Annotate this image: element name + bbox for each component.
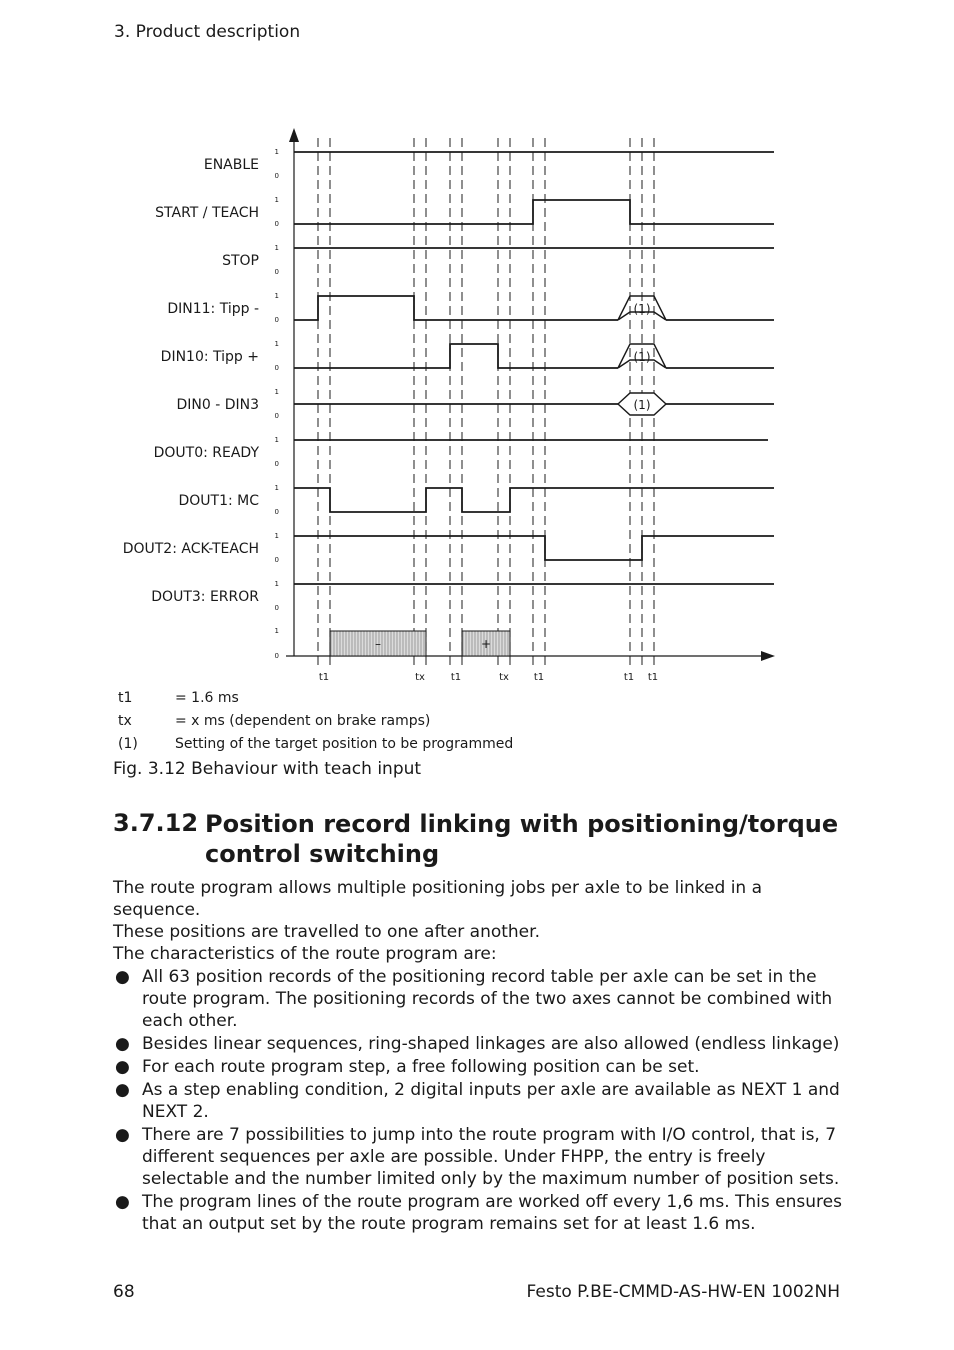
level-high: 1	[274, 580, 279, 588]
level-low: 0	[274, 412, 279, 420]
level-low: 0	[274, 220, 279, 228]
bullet-icon: ●	[115, 1034, 130, 1054]
figure-caption: Fig. 3.12 Behaviour with teach input	[113, 759, 422, 779]
list-item	[113, 1124, 853, 1190]
time-label: t1	[623, 672, 635, 683]
time-label: tx	[415, 672, 425, 683]
level-low: 0	[274, 316, 279, 324]
level-low: 0	[274, 508, 279, 516]
list-item-text: As a step enabling condition, 2 digital inputs per axle are available as NEXT 1 and NEXT 2.	[142, 1080, 840, 1122]
signal-label: START / TEACH	[155, 205, 259, 221]
time-label: t1	[533, 672, 545, 683]
time-label: t1	[450, 672, 462, 683]
paragraph: The route program allows multiple positioning jobs per axle to be linked in a sequence.	[113, 878, 763, 920]
time-labels	[319, 672, 658, 683]
time-markers	[318, 138, 654, 668]
section-number: 3.7.12	[113, 809, 199, 837]
legend-key: t1	[118, 690, 133, 706]
level-high: 1	[274, 484, 279, 492]
level-low: 0	[274, 268, 279, 276]
signal-trace	[294, 488, 774, 512]
legend-value: Setting of the target position to be programmed	[175, 736, 514, 752]
timing-diagram	[0, 120, 954, 690]
list-item-text: Besides linear sequences, ring-shaped linkages are also allowed (endless linkage)	[142, 1034, 840, 1054]
running-header: 3. Product description	[114, 22, 301, 42]
list-item-text: The program lines of the route program are worked off every 1,6 ms. This ensures that an output set by the route program remains set for at least 1.6 ms.	[142, 1192, 842, 1234]
level-low: 0	[274, 364, 279, 372]
list-item	[113, 1056, 853, 1078]
signal-trace	[294, 344, 774, 368]
signal-label: DOUT2: ACK-TEACH	[122, 541, 259, 557]
signal-label: DIN11: Tipp -	[167, 301, 259, 317]
y-axis-arrow	[289, 128, 299, 142]
level-low: 0	[274, 604, 279, 612]
time-label: t1	[318, 672, 330, 683]
list-item	[113, 1033, 853, 1055]
bullet-icon: ●	[115, 967, 130, 987]
bullet-list	[113, 966, 853, 1235]
level-high: 1	[274, 340, 279, 348]
marker-label: (1)	[633, 398, 651, 412]
level-high: 1	[274, 244, 279, 252]
signal-label: DIN0 - DIN3	[176, 397, 259, 413]
level-high: 1	[274, 627, 279, 635]
list-item	[113, 966, 853, 1032]
document-id: Festo P.BE-CMMD-AS-HW-EN 1002NH	[526, 1282, 840, 1302]
level-low: 0	[274, 172, 279, 180]
list-item	[113, 1191, 853, 1235]
level-high: 1	[274, 436, 279, 444]
jog-minus-label: –	[375, 637, 381, 651]
motion-row	[330, 631, 510, 656]
signal-label: ENABLE	[203, 157, 259, 173]
marker-label: (1)	[633, 302, 651, 316]
list-item-text: All 63 position records of the positioning record table per axle can be set in the route program. The positioning records of the two axes cannot be combined with each other.	[142, 967, 833, 1031]
level-high: 1	[274, 196, 279, 204]
body-text	[113, 877, 853, 1235]
signal-label: DOUT1: MC	[178, 493, 259, 509]
legend-value: = 1.6 ms	[175, 690, 239, 706]
signal-label: DIN10: Tipp +	[160, 349, 259, 365]
time-label: t1	[647, 672, 659, 683]
signal-label: DOUT3: ERROR	[151, 589, 259, 605]
list-item-text: For each route program step, a free following position can be set.	[142, 1057, 700, 1077]
level-low: 0	[274, 556, 279, 564]
signal-trace	[294, 536, 774, 560]
level-low: 0	[274, 460, 279, 468]
page-number: 68	[113, 1282, 135, 1302]
time-label: tx	[499, 672, 509, 683]
x-axis-arrow	[761, 651, 775, 661]
signal-label: DOUT0: READY	[153, 445, 259, 461]
bullet-icon: ●	[115, 1125, 130, 1145]
signal-trace	[294, 200, 774, 224]
level-high: 1	[274, 148, 279, 156]
signal-traces	[123, 148, 774, 660]
legend-value: = x ms (dependent on brake ramps)	[175, 713, 431, 729]
jog-plus-label: +	[480, 637, 492, 651]
intro-paragraphs	[113, 877, 853, 965]
signal-trace	[294, 296, 774, 320]
legend-key: (1)	[118, 736, 138, 752]
paragraph: The characteristics of the route program are:	[113, 944, 497, 964]
bullet-icon: ●	[115, 1057, 130, 1077]
paragraph: These positions are travelled to one after another.	[113, 922, 540, 942]
level-high: 1	[274, 532, 279, 540]
legend-key: tx	[118, 713, 132, 729]
section-title: Position record linking with positioning/torque control switching	[205, 810, 839, 868]
list-item-text: There are 7 possibilities to jump into the route program with I/O control, that is, 7 different sequences per axle are possible. Under FHPP, the entry is freely selectable and the number limited only by the maximum number of position sets.	[142, 1125, 840, 1189]
signal-label: STOP	[222, 253, 259, 269]
bullet-icon: ●	[115, 1192, 130, 1212]
time-axis	[286, 128, 775, 661]
bullet-icon: ●	[115, 1080, 130, 1100]
level-low: 0	[274, 652, 279, 660]
level-high: 1	[274, 292, 279, 300]
level-high: 1	[274, 388, 279, 396]
marker-label: (1)	[633, 350, 651, 364]
list-item	[113, 1079, 853, 1123]
